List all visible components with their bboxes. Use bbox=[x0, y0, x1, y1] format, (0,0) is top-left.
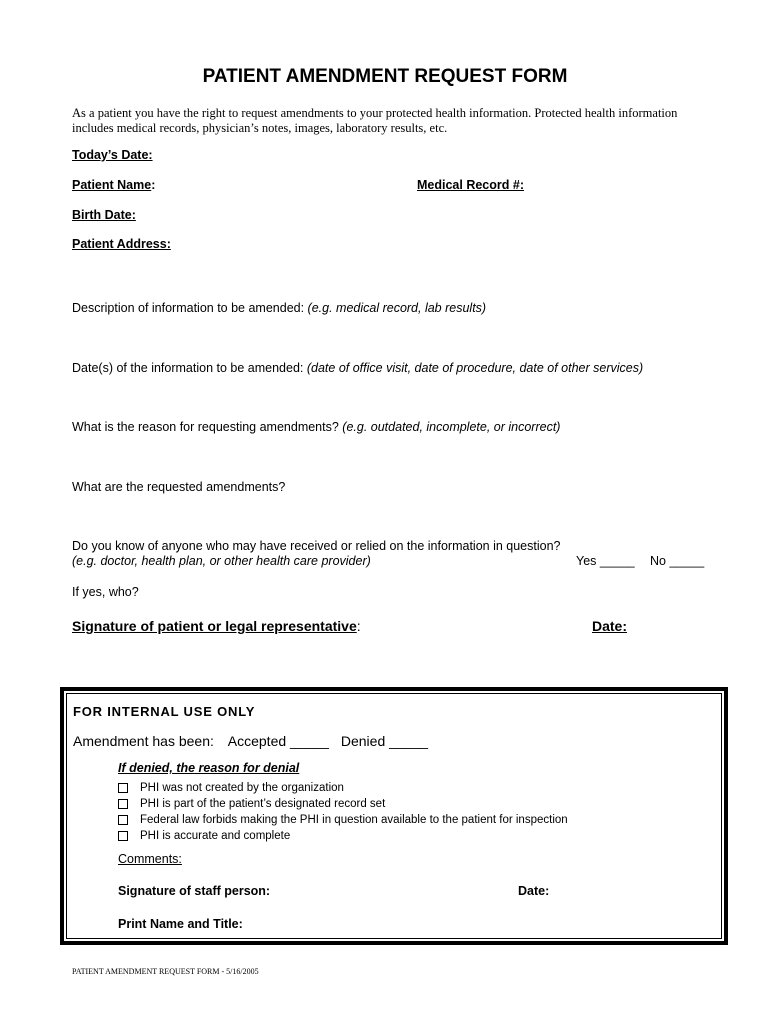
denied-option[interactable]: Denied _____ bbox=[340, 733, 429, 749]
print-name-label: Print Name and Title: bbox=[118, 917, 243, 931]
no-option[interactable]: No _____ bbox=[650, 554, 705, 568]
patient-name-field bbox=[72, 178, 155, 192]
denial-reason-item bbox=[118, 814, 568, 826]
denial-reason-label: Federal law forbids making the PHI in question available to the patient for inspection bbox=[140, 814, 568, 826]
denial-reason-title: If denied, the reason for denial bbox=[118, 761, 300, 775]
form-title: PATIENT AMENDMENT REQUEST FORM bbox=[202, 66, 568, 87]
patient-signature-date: Date: bbox=[592, 618, 628, 634]
amendment-status bbox=[73, 733, 428, 749]
yes-option[interactable]: Yes _____ bbox=[576, 554, 635, 568]
amendment-status-label: Amendment has been: bbox=[73, 733, 214, 749]
question-reason-text: What is the reason for requesting amendments? bbox=[72, 420, 343, 434]
question-requested-amendments: What are the requested amendments? bbox=[72, 480, 286, 494]
question-dates bbox=[72, 361, 643, 375]
patient-name-colon: : bbox=[151, 178, 156, 192]
staff-signature-label: Signature of staff person: bbox=[118, 884, 271, 898]
question-dates-text: Date(s) of the information to be amended: bbox=[72, 361, 307, 375]
checkbox[interactable] bbox=[118, 831, 128, 841]
checkbox[interactable] bbox=[118, 799, 128, 809]
checkbox[interactable] bbox=[118, 815, 128, 825]
denial-reason-item bbox=[118, 830, 290, 842]
patient-signature-field bbox=[72, 618, 361, 634]
denial-reason-label: PHI was not created by the organization bbox=[140, 782, 344, 794]
question-description-text: Description of information to be amended: bbox=[72, 301, 308, 315]
intro-text: As a patient you have the right to request amendments to your protected health information. Protected health information includes medical records, physician’s notes, images, laboratory results, etc. bbox=[72, 106, 678, 135]
accepted-option[interactable]: Accepted _____ bbox=[227, 733, 329, 749]
denial-reason-item bbox=[118, 798, 385, 810]
patient-name-label: Patient Name bbox=[72, 178, 152, 192]
denial-reason-label: PHI is part of the patient’s designated record set bbox=[140, 798, 386, 810]
question-dates-hint: (date of office visit, date of procedure, date of other services) bbox=[306, 361, 644, 375]
if-yes-who: If yes, who? bbox=[72, 585, 139, 599]
comments-label: Comments: bbox=[118, 852, 182, 866]
question-recipients-hint: (e.g. doctor, health plan, or other health care provider) bbox=[72, 554, 371, 568]
footer-text: PATIENT AMENDMENT REQUEST FORM - 5/16/2005 bbox=[72, 967, 259, 976]
denial-reason-item bbox=[118, 782, 344, 794]
medical-record-label: Medical Record #: bbox=[417, 178, 524, 192]
question-reason bbox=[72, 420, 560, 434]
patient-address-label: Patient Address: bbox=[72, 237, 171, 251]
patient-signature-colon: : bbox=[356, 618, 361, 634]
checkbox[interactable] bbox=[118, 783, 128, 793]
internal-use-title: FOR INTERNAL USE ONLY bbox=[73, 704, 256, 719]
staff-date-label: Date: bbox=[518, 884, 550, 898]
birth-date-label: Birth Date: bbox=[72, 208, 136, 222]
question-description-hint: (e.g. medical record, lab results) bbox=[307, 301, 487, 315]
patient-signature-label: Signature of patient or legal representative bbox=[72, 618, 357, 634]
question-description bbox=[72, 301, 486, 315]
denial-reason-label: PHI is accurate and complete bbox=[140, 830, 291, 842]
todays-date-label: Today’s Date: bbox=[72, 148, 153, 162]
question-recipients: Do you know of anyone who may have received or relied on the information in question? bbox=[72, 539, 561, 553]
question-reason-hint: (e.g. outdated, incomplete, or incorrect) bbox=[342, 420, 561, 434]
